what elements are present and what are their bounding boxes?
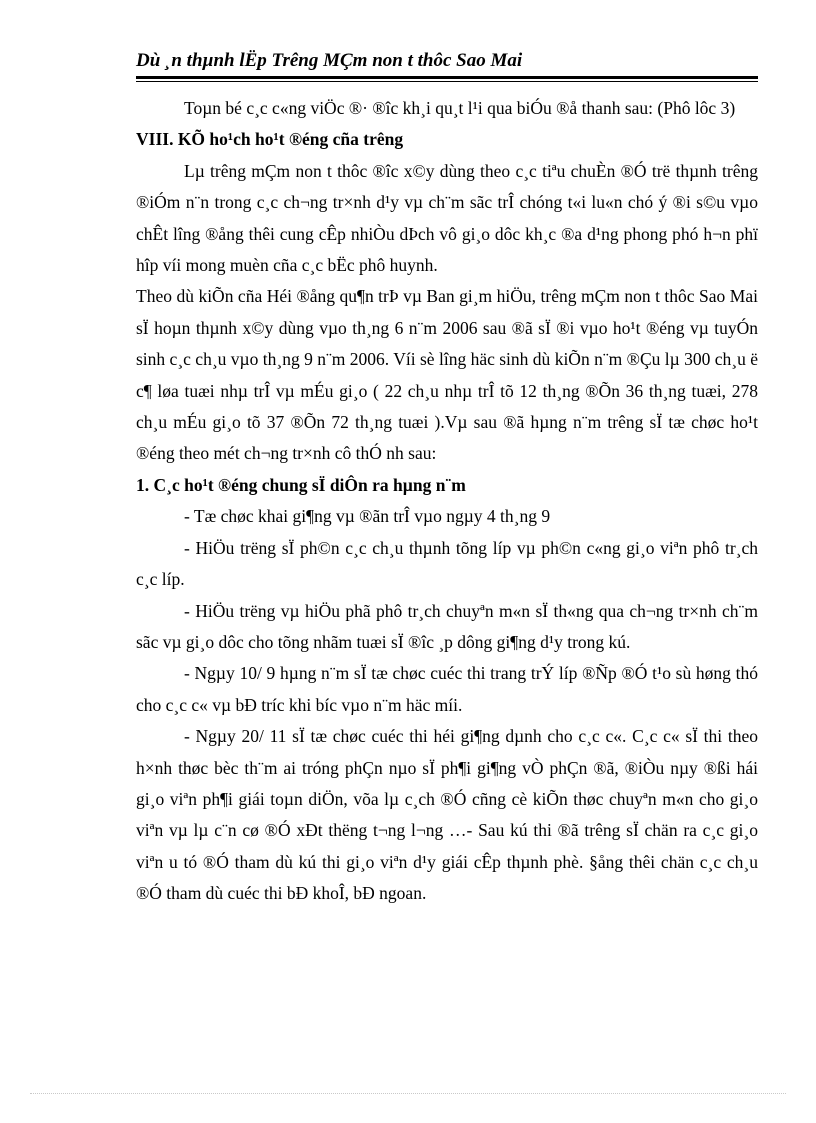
bullet-curriculum: - HiÖu trëng vµ hiÖu phã phô tr¸ch chuyªn m«n sÏ th«ng qua ch¬ng tr×nh ch¨m sãc vµ gi¸o dôc cho tõng nhãm tuæi sÏ ®îc ¸p dông gi¶ng d¹y trong kú. <box>136 600 758 652</box>
paragraph-school-standards: Lµ trêng mÇm non t thôc ®îc x©y dùng theo c¸c tiªu chuÈn ®Ó trë thµnh trêng ®iÓm n¨n trong c¸c ch¬ng tr×nh d¹y vµ ch¨m sãc trÎ chóng t«i lu«n chó ý ®i s©u vµo chÊt lîng ®ång thêi cung cÊp nhiÒu dÞch vô gi¸o dôc kh¸c ®a d¹ng phong phó h¬n phï hîp víi mong muèn cña c¸c bËc phô huynh. <box>136 160 758 276</box>
header-rule-thin <box>136 81 758 82</box>
page-bottom-border <box>30 1093 786 1094</box>
page-header: Dù ¸n thµnh lËp Trêng MÇm non t thôc Sao Mai <box>136 50 523 71</box>
bullet-teaching-contest: - Ngµy 20/ 11 sÏ tæ chøc cuéc thi héi gi¶ng dµnh cho c¸c c«. C¸c c« sÏ thi theo h×nh thøc bèc th¨m ai tróng phÇn nµo sÏ ph¶i gi¶ng vÒ phÇn ®ã, ®iÒu nµy ®ßi hái gi¸o viªn ph¶i giái toµn diÖn, võa lµ c¸ch ®Ó cñng cè kiÕn thøc chuyªn m«n cho gi¸o viªn vµ lµ c¨n cø ®Ó xÐt thëng t¬ng l¬ng …- Sau kú thi ®ã trêng sÏ chän ra c¸c gi¸o viªn u tó ®Ó tham dù kú thi gi¸o viªn d¹y giái cÊp thµnh phè. §ång thêi chän c¸c ch¸u ®Ó tham dù cuéc thi bÐ khoÎ, bÐ ngoan. <box>136 726 758 904</box>
subsection-heading-1: 1. C¸c ho¹t ®éng chung sÏ diÔn ra hµng n¨m <box>136 474 466 495</box>
bullet-class-assignment: - HiÖu trëng sÏ ph©n c¸c ch¸u thµnh tõng líp vµ ph©n c«ng gi¸o viªn phô tr¸ch c¸c líp. <box>136 537 758 590</box>
header-rule-thick <box>136 76 758 79</box>
paragraph-summary: Toµn bé c¸c c«ng viÖc ®· ®îc kh¸i qu¸t l¹i qua biÓu ®å thanh sau: (Phô lôc 3) <box>184 98 736 118</box>
document-body <box>136 93 758 910</box>
section-heading-viii: VIII. KÕ ho¹ch ho¹t ®éng cña trêng <box>136 129 404 150</box>
paragraph-plan: Theo dù kiÕn cña Héi ®ång qu¶n trÞ vµ Ban gi¸m hiÖu, trêng mÇm non t thôc Sao Mai sÏ hoµn thµnh x©y dùng vµo th¸ng 6 n¨m 2006 sau ®ã sÏ ®i vµo ho¹t ®éng vµ tuyÓn sinh c¸c ch¸u vµo th¸ng 9 n¨m 2006. Víi sè lîng häc sinh dù kiÕn n¨m ®Çu lµ 300 ch¸u ë c¶ løa tuæi nhµ trÎ vµ mÉu gi¸o ( 22 ch¸u nhµ trÎ tõ 12 th¸ng ®Õn 36 th¸ng tuæi, 278 ch¸u mÉu gi¸o tõ 37 ®Õn 72 th¸ng tuæi ).Vµ sau ®ã hµng n¨m trêng sÏ tæ chøc ho¹t ®éng theo mét ch¬ng tr×nh cô thÓ nh sau: <box>136 286 758 464</box>
bullet-opening: - Tæ chøc khai gi¶ng vµ ®ãn trÎ vµo ngµy 4 th¸ng 9 <box>184 506 551 527</box>
bullet-decoration-contest: - Ngµy 10/ 9 hµng n¨m sÏ tæ chøc cuéc thi trang trÝ líp ®Ñp ®Ó t¹o sù høng thó cho c¸c c« vµ bÐ tríc khi bíc vµo n¨m häc míi. <box>136 663 758 715</box>
